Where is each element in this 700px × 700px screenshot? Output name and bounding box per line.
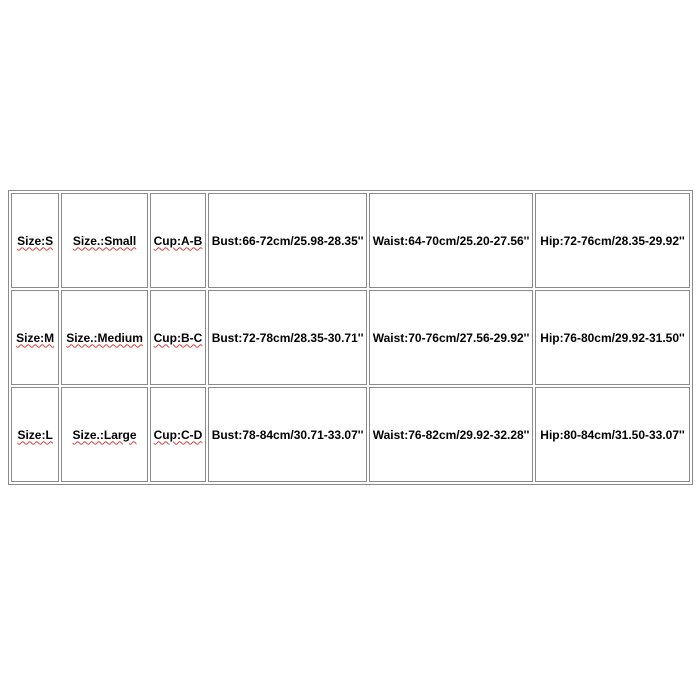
table-row bbox=[11, 290, 690, 385]
bust-cell: Bust:66-72cm/25.98-28.35'' bbox=[208, 193, 367, 288]
size-chart-table bbox=[8, 190, 693, 485]
waist-cell: Waist:76-82cm/29.92-32.28'' bbox=[369, 387, 533, 482]
table-row bbox=[11, 193, 690, 288]
hip-cell: Hip:80-84cm/31.50-33.07'' bbox=[535, 387, 690, 482]
hip-cell: Hip:72-76cm/28.35-29.92'' bbox=[535, 193, 690, 288]
cup-cell bbox=[150, 193, 206, 288]
bust-cell: Bust:78-84cm/30.71-33.07'' bbox=[208, 387, 367, 482]
size-name: Size.:Large bbox=[72, 427, 137, 442]
size-name: Size.:Small bbox=[72, 233, 137, 248]
size-code: Size:M bbox=[16, 330, 55, 345]
cup-size: Cup:C-D bbox=[153, 427, 203, 442]
size-code-cell bbox=[11, 290, 59, 385]
waist-cell: Waist:64-70cm/25.20-27.56'' bbox=[369, 193, 533, 288]
bust-cell: Bust:72-78cm/28.35-30.71'' bbox=[208, 290, 367, 385]
hip-cell: Hip:76-80cm/29.92-31.50'' bbox=[535, 290, 690, 385]
cup-cell bbox=[150, 290, 206, 385]
waist-cell: Waist:70-76cm/27.56-29.92'' bbox=[369, 290, 533, 385]
size-name: Size.:Medium bbox=[66, 330, 143, 345]
size-name-cell bbox=[61, 387, 148, 482]
size-code-cell bbox=[11, 387, 59, 482]
size-name-cell bbox=[61, 290, 148, 385]
cup-size: Cup:A-B bbox=[153, 233, 203, 248]
size-code: Size:L bbox=[17, 427, 53, 442]
size-code-cell bbox=[11, 193, 59, 288]
size-name-cell bbox=[61, 193, 148, 288]
cup-size: Cup:B-C bbox=[153, 330, 203, 345]
cup-cell bbox=[150, 387, 206, 482]
table-row bbox=[11, 387, 690, 482]
size-code: Size:S bbox=[17, 233, 54, 248]
